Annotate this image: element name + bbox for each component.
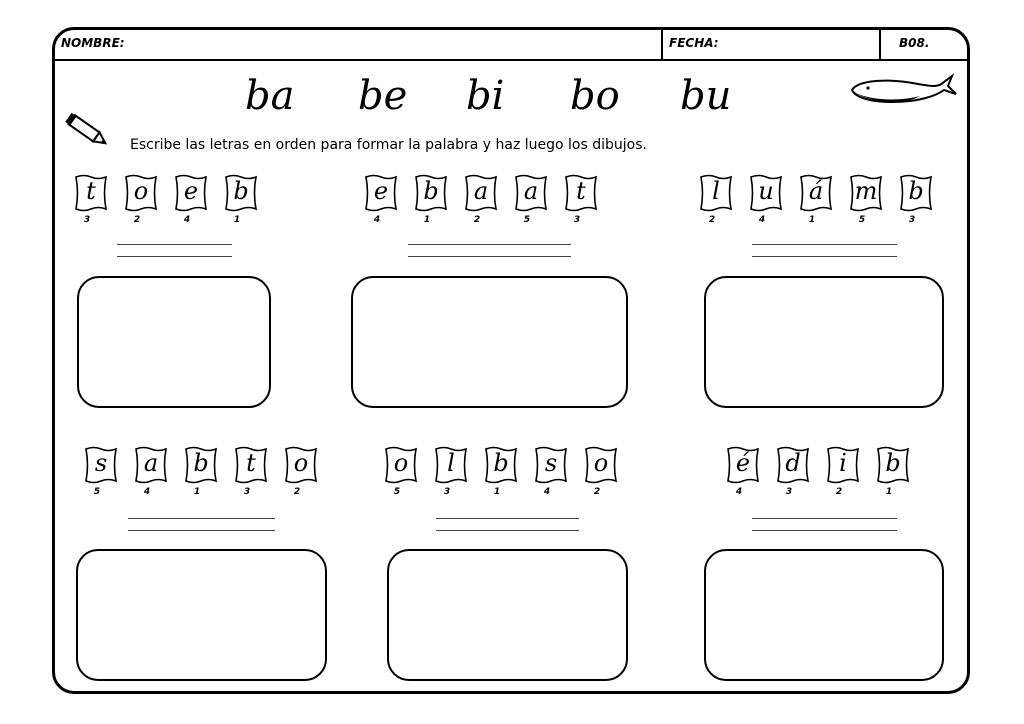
drawing-box-2[interactable] [351,276,628,408]
tile-letter: u [758,177,774,205]
tile-order-number: 2 [293,487,301,497]
tile-letter: b [493,449,509,477]
tile-letter: s [544,449,558,477]
tile-letter: l [712,177,720,205]
letter-tile [362,173,400,225]
answer-lines-2[interactable] [408,244,571,268]
letter-tile [774,445,812,497]
tile-letter: a [143,449,159,477]
syllable-bi: bi [466,73,505,119]
tile-order-number: 3 [785,487,793,497]
tile-order-number: 3 [243,487,251,497]
code-label: B08. [899,36,930,50]
tile-order-number: 2 [473,215,481,225]
tile-order-number: 1 [233,215,241,225]
instruction-text: Escribe las letras en orden para formar la palabra y haz luego los dibujos. [130,137,647,153]
date-field[interactable] [663,30,881,59]
tile-letter: t [576,177,586,205]
tile-letter: b [423,177,439,205]
tile-order-number: 4 [143,487,151,497]
letter-tile [282,445,320,497]
letter-tile [724,445,762,497]
letter-tile [482,445,520,497]
tile-letter: o [133,177,149,205]
syllable-bo: bo [570,73,620,119]
tile-letter: m [854,177,878,205]
tile-letter: o [393,449,409,477]
tile-letter: b [193,449,209,477]
tile-letter: é [735,449,751,477]
letter-tile [462,173,500,225]
drawing-box-5[interactable] [387,549,628,681]
tile-order-number: 1 [193,487,201,497]
answer-lines-4[interactable] [128,518,275,542]
letter-tile [532,445,570,497]
tile-order-number: 5 [858,215,866,225]
name-field[interactable] [55,30,663,59]
tile-order-number: 1 [808,215,816,225]
tile-order-number: 2 [708,215,716,225]
letter-tile [122,173,160,225]
tile-letter: á [808,177,824,205]
tile-letter: t [86,177,96,205]
date-label: FECHA: [669,36,719,50]
tile-letter: e [373,177,389,205]
header-row [55,30,967,61]
answer-lines-1[interactable] [117,244,232,268]
letter-tile [82,445,120,497]
letter-tile [747,173,785,225]
tile-letter: b [233,177,249,205]
drawing-box-1[interactable] [77,276,271,408]
drawing-box-4[interactable] [76,549,327,681]
tile-order-number: 4 [543,487,551,497]
tile-letter: t [246,449,256,477]
worksheet-code [881,30,967,59]
tile-letter: d [785,449,801,477]
letter-tile [874,445,912,497]
tile-order-number: 4 [735,487,743,497]
tile-letter: i [839,449,847,477]
tile-order-number: 1 [493,487,501,497]
letter-tile [797,173,835,225]
letter-tile [432,445,470,497]
tile-order-number: 2 [593,487,601,497]
letter-tile [512,173,550,225]
tile-order-number: 4 [758,215,766,225]
pencil-icon [62,110,112,152]
tile-order-number: 2 [835,487,843,497]
letter-tile [697,173,735,225]
letter-tile [222,173,260,225]
tile-letter: a [473,177,489,205]
tile-order-number: 4 [373,215,381,225]
whale-icon [848,72,958,108]
tile-order-number: 3 [908,215,916,225]
syllable-be: be [358,73,408,119]
answer-lines-3[interactable] [752,244,897,268]
tile-letter: o [293,449,309,477]
letter-tile [824,445,862,497]
tile-letter: b [908,177,924,205]
tile-order-number: 4 [183,215,191,225]
tile-order-number: 2 [133,215,141,225]
tile-letter: b [885,449,901,477]
drawing-box-3[interactable] [704,276,944,408]
tile-letter: o [593,449,609,477]
syllable-ba: ba [245,73,295,119]
letter-tile [897,173,935,225]
letter-tile [582,445,620,497]
tile-order-number: 3 [573,215,581,225]
letter-tile [847,173,885,225]
answer-lines-5[interactable] [436,518,579,542]
tile-letter: e [183,177,199,205]
letter-tile [182,445,220,497]
name-label: NOMBRE: [61,36,125,50]
tile-order-number: 1 [423,215,431,225]
tile-order-number: 5 [393,487,401,497]
tile-letter: a [523,177,539,205]
tile-order-number: 1 [885,487,893,497]
letter-tile [132,445,170,497]
tile-order-number: 5 [93,487,101,497]
tile-order-number: 3 [443,487,451,497]
letter-tile [562,173,600,225]
letter-tile [172,173,210,225]
tile-order-number: 3 [83,215,91,225]
tile-letter: s [94,449,108,477]
letter-tile [232,445,270,497]
letter-tile [382,445,420,497]
answer-lines-6[interactable] [752,518,897,542]
drawing-box-6[interactable] [704,549,944,681]
tile-letter: l [447,449,455,477]
letter-tile [412,173,450,225]
tile-order-number: 5 [523,215,531,225]
letter-tile [72,173,110,225]
syllable-bu: bu [680,73,732,119]
